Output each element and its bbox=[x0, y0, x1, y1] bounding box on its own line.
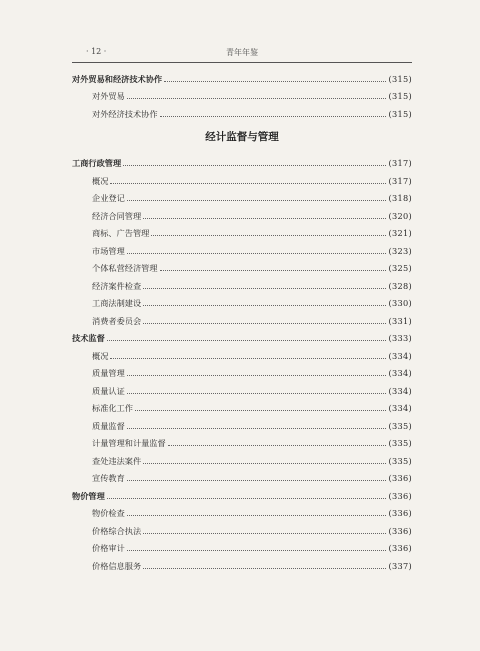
toc-leader-dots bbox=[143, 218, 386, 219]
toc-leader-dots bbox=[127, 428, 387, 429]
toc-leader-dots bbox=[143, 568, 386, 569]
toc-leader-dots bbox=[127, 393, 387, 394]
toc-entry-page: (335) bbox=[388, 420, 412, 431]
document-page bbox=[72, 0, 412, 651]
toc-entry-title: 工商法制建设 bbox=[92, 298, 142, 308]
toc-entry bbox=[72, 293, 412, 311]
toc-entry-title: 标准化工作 bbox=[92, 403, 133, 413]
toc-leader-dots bbox=[143, 463, 386, 464]
toc-entry-title: 经济合同管理 bbox=[92, 210, 142, 221]
toc-entry-title: 消费者委员会 bbox=[92, 315, 142, 326]
toc-entry bbox=[72, 275, 412, 293]
toc-entry-title: 概况 bbox=[92, 175, 109, 186]
toc-entry-page: (330) bbox=[388, 298, 412, 308]
toc-leader-dots bbox=[135, 410, 387, 411]
toc-entry-title: 查处违法案件 bbox=[92, 455, 142, 466]
toc-entry-title: 价格综合执法 bbox=[92, 525, 142, 536]
toc-entry-page: (317) bbox=[388, 158, 412, 168]
toc-entry bbox=[72, 205, 412, 223]
toc-entry-title: 质量认证 bbox=[92, 385, 125, 396]
toc-entry bbox=[72, 103, 412, 121]
page-header bbox=[72, 46, 412, 60]
toc-entry-page: (328) bbox=[388, 280, 412, 291]
toc-leader-dots bbox=[110, 183, 386, 184]
toc-entry bbox=[72, 380, 412, 398]
toc-entry bbox=[72, 310, 412, 328]
toc-entry-page: (323) bbox=[388, 245, 412, 256]
toc-leader-dots bbox=[143, 288, 386, 289]
toc-entry-page: (317) bbox=[388, 175, 412, 186]
toc-entry-page: (320) bbox=[388, 210, 412, 221]
toc-entry-title: 对外贸易和经济技术协作 bbox=[72, 73, 163, 84]
toc-leader-dots bbox=[127, 480, 387, 481]
toc-entry-page: (335) bbox=[388, 455, 412, 466]
toc-entry bbox=[72, 258, 412, 276]
toc-leader-dots bbox=[107, 340, 387, 341]
page-number: · 12 · bbox=[86, 47, 107, 56]
toc-entry-page: (318) bbox=[388, 193, 412, 203]
section-heading: 经计监督与管理 bbox=[205, 130, 279, 143]
toc-entry-title: 质量管理 bbox=[92, 368, 125, 378]
toc-entry-page: (336) bbox=[388, 543, 412, 553]
running-title: 青年年鉴 bbox=[226, 48, 258, 57]
toc-entry bbox=[72, 86, 412, 104]
toc-entry-page: (333) bbox=[388, 333, 412, 343]
toc-leader-dots bbox=[143, 305, 386, 306]
toc-entry bbox=[72, 415, 412, 433]
toc-entry-page: (334) bbox=[388, 368, 412, 378]
toc-leader-dots bbox=[127, 98, 387, 99]
toc-entry-chapter bbox=[72, 328, 412, 346]
toc-entry-page: (334) bbox=[388, 350, 412, 361]
toc-entry-chapter bbox=[72, 68, 412, 86]
toc-entry-title: 工商行政管理 bbox=[72, 158, 122, 168]
toc-entry-title: 价格审计 bbox=[92, 543, 125, 553]
toc-entry-title: 对外经济技术协作 bbox=[92, 108, 158, 119]
toc-entry-title: 计量管理和计量监督 bbox=[92, 438, 166, 448]
header-rule bbox=[72, 62, 412, 63]
toc-entry-page: (321) bbox=[388, 228, 412, 238]
toc-entry bbox=[72, 170, 412, 188]
toc-main-list bbox=[72, 153, 412, 573]
toc-leader-dots bbox=[143, 533, 386, 534]
toc-entry-title: 企业登记 bbox=[92, 193, 125, 203]
toc-entry-page: (336) bbox=[388, 525, 412, 536]
toc-entry-page: (334) bbox=[388, 385, 412, 396]
toc-entry-title: 商标、广告管理 bbox=[92, 228, 150, 238]
toc-entry bbox=[72, 503, 412, 521]
toc-entry bbox=[72, 398, 412, 416]
toc-leader-dots bbox=[127, 253, 387, 254]
toc-entry-page: (334) bbox=[388, 403, 412, 413]
toc-entry bbox=[72, 520, 412, 538]
toc-leader-dots bbox=[123, 165, 386, 166]
toc-entry-title: 质量监督 bbox=[92, 420, 125, 431]
toc-leader-dots bbox=[127, 515, 387, 516]
toc-entry-page: (315) bbox=[388, 91, 412, 101]
toc-entry bbox=[72, 345, 412, 363]
toc-leader-dots bbox=[127, 200, 387, 201]
toc-entry bbox=[72, 555, 412, 573]
toc-entry bbox=[72, 450, 412, 468]
toc-entry-title: 宣传教育 bbox=[92, 473, 125, 483]
toc-entry-page: (335) bbox=[388, 438, 412, 448]
toc-entry bbox=[72, 363, 412, 381]
toc-leader-dots bbox=[127, 550, 387, 551]
toc-entry-page: (336) bbox=[388, 508, 412, 518]
table-of-contents bbox=[72, 68, 412, 573]
toc-entry-title: 物价检查 bbox=[92, 508, 125, 518]
toc-entry-title: 物价管理 bbox=[72, 490, 105, 501]
toc-leader-dots bbox=[160, 116, 387, 117]
toc-entry-page: (325) bbox=[388, 263, 412, 273]
toc-entry-title: 个体私营经济管理 bbox=[92, 263, 158, 273]
toc-entry bbox=[72, 240, 412, 258]
toc-entry-chapter bbox=[72, 485, 412, 503]
toc-leader-dots bbox=[164, 81, 386, 82]
toc-entry-title: 概况 bbox=[92, 350, 109, 361]
toc-entry-title: 市场管理 bbox=[92, 245, 125, 256]
toc-entry-title: 技术监督 bbox=[72, 333, 105, 343]
toc-entry bbox=[72, 468, 412, 486]
toc-entry-title: 对外贸易 bbox=[92, 91, 125, 101]
toc-entry-title: 价格信息服务 bbox=[92, 560, 142, 571]
toc-leader-dots bbox=[151, 235, 386, 236]
toc-leader-dots bbox=[127, 375, 387, 376]
toc-entry-title: 经济案件检查 bbox=[92, 280, 142, 291]
toc-entry-page: (315) bbox=[388, 108, 412, 119]
toc-entry-page: (315) bbox=[388, 73, 412, 84]
toc-top-list bbox=[72, 68, 412, 121]
toc-leader-dots bbox=[143, 323, 386, 324]
toc-leader-dots bbox=[160, 270, 387, 271]
toc-entry-page: (331) bbox=[388, 315, 412, 326]
toc-entry-page: (336) bbox=[388, 473, 412, 483]
toc-leader-dots bbox=[168, 445, 387, 446]
toc-entry bbox=[72, 188, 412, 206]
toc-entry bbox=[72, 223, 412, 241]
toc-entry-chapter bbox=[72, 153, 412, 171]
toc-entry bbox=[72, 433, 412, 451]
toc-leader-dots bbox=[107, 498, 387, 499]
toc-entry-page: (337) bbox=[388, 560, 412, 571]
toc-entry-page: (336) bbox=[388, 490, 412, 501]
toc-leader-dots bbox=[110, 358, 386, 359]
toc-entry bbox=[72, 538, 412, 556]
